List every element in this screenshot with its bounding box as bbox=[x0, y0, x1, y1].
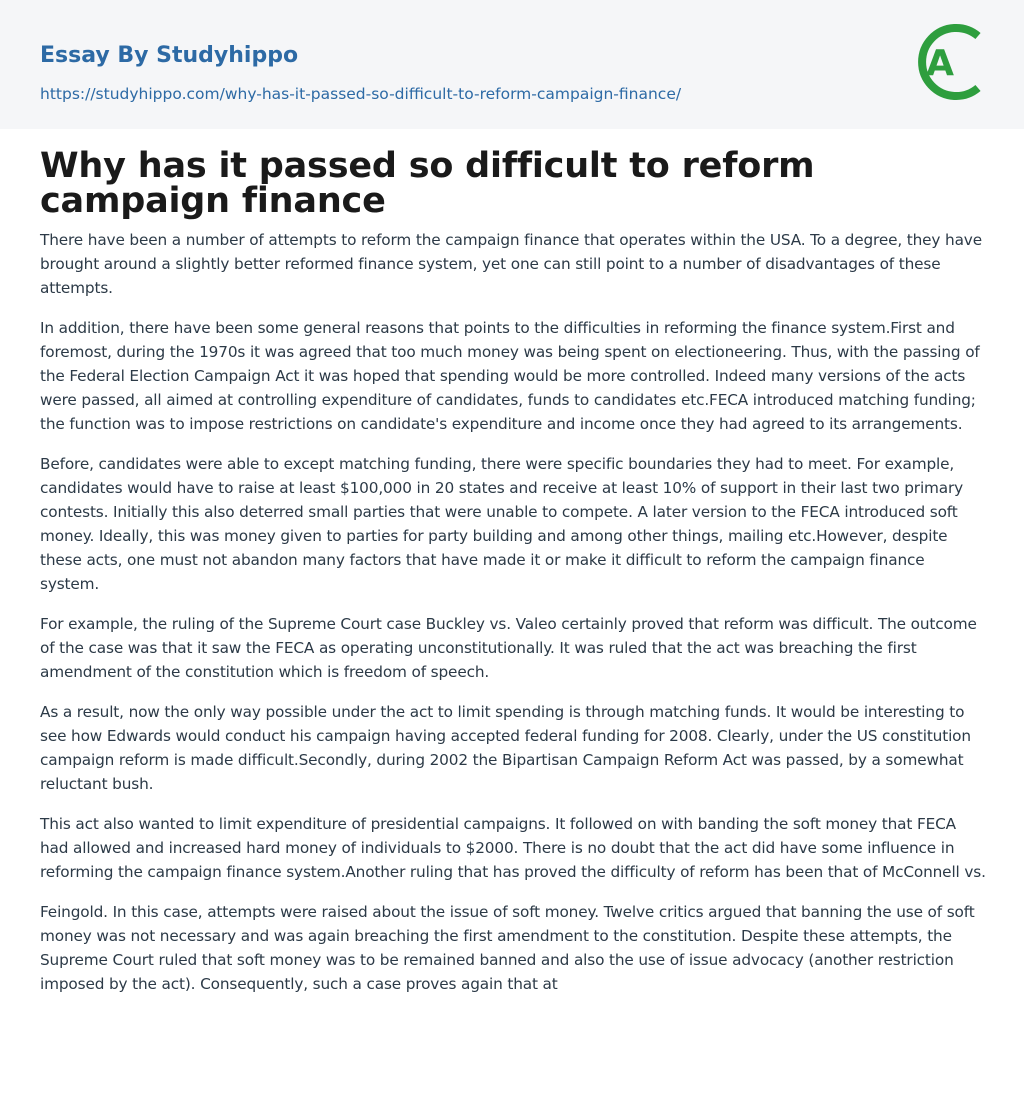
essay-paragraph: In addition, there have been some general reasons that points to the difficulties in reforming the finance system.First and foremost, during the 1970s it was agreed that too much money was being spent on electioneering. Thus, with the passing of the Federal Election Campaign Act it was hoped that spending would be more controlled. Indeed many versions of the acts were passed, all aimed at controlling expenditure of candidates, funds to candidates etc.FECA introduced matching funding; the function was to impose restrictions on candidate's expenditure and income once they had agreed to its arrangements. bbox=[40, 319, 980, 433]
essay-paragraph: As a result, now the only way possible under the act to limit spending is through matching funds. It would be interesting to see how Edwards would conduct his campaign having accepted federal funding for 2008. Clearly, under the US constitution campaign reform is made difficult.Secondly, during 2002 the Bipartisan Campaign Reform Act was passed, by a somewhat reluctant bush. bbox=[40, 703, 971, 793]
essay-body bbox=[40, 228, 988, 1012]
essay-paragraph: For example, the ruling of the Supreme Court case Buckley vs. Valeo certainly proved that reform was difficult. The outcome of the case was that it saw the FECA as operating unconstitutionally. It was ruled that the act was breaching the first amendment of the constitution which is freedom of speech. bbox=[40, 615, 977, 681]
site-header bbox=[0, 0, 1024, 129]
logo-letter: A bbox=[926, 43, 954, 84]
brand-title: Essay By Studyhippo bbox=[40, 43, 299, 68]
essay-paragraph: This act also wanted to limit expenditure of presidential campaigns. It followed on with banding the soft money that FECA had allowed and increased hard money of individuals to $2000. There is no doubt that the act did have some influence in reforming the campaign finance system.Another ruling that has proved the difficulty of reform has been that of McConnell vs. bbox=[40, 815, 986, 881]
essay-paragraph: Feingold. In this case, attempts were raised about the issue of soft money. Twelve critics argued that banning the use of soft money was not necessary and was again breaching the first amendment to the constitution. Despite these attempts, the Supreme Court ruled that soft money was to be remained banned and also the use of issue advocacy (another restriction imposed by the act). Consequently, such a case proves again that at bbox=[40, 903, 975, 993]
page-title: Why has it passed so difficult to reform campaign finance bbox=[40, 146, 815, 221]
essay-paragraph: Before, candidates were able to except matching funding, there were specific boundaries they had to meet. For example, candidates would have to raise at least $100,000 in 20 states and receive at least 10% of support in their last two primary contests. Initially this also deterred small parties that were unable to compete. A later version to the FECA introduced soft money. Ideally, this was money given to parties for party building and among other things, mailing etc.However, despite these acts, one must not abandon many factors that have made it or make it difficult to reform the campaign finance system. bbox=[40, 455, 964, 593]
grade-a-logo-icon[interactable] bbox=[912, 19, 986, 105]
essay-paragraph: There have been a number of attempts to reform the campaign finance that operates within the USA. To a degree, they have brought around a slightly better reformed finance system, yet one can still point to a number of disadvantages of these attempts. bbox=[40, 231, 982, 297]
source-url-link[interactable]: https://studyhippo.com/why-has-it-passed-so-difficult-to-reform-campaign-finance/ bbox=[40, 85, 682, 103]
